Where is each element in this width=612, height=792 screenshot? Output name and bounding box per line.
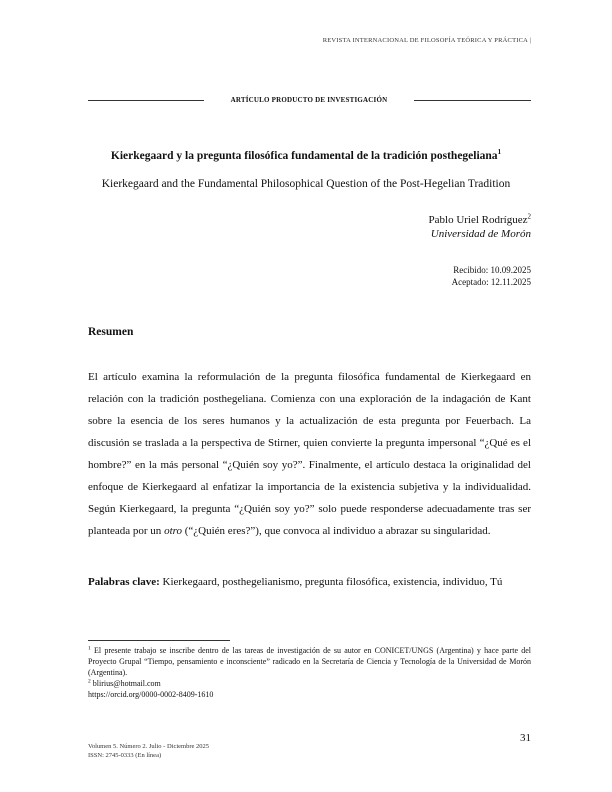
footnotes	[88, 645, 531, 700]
author-email-link[interactable]: blirius@hotmail.com	[92, 679, 161, 688]
author-name: Pablo Uriel Rodríguez	[428, 214, 528, 226]
received-date: Recibido: 10.09.2025	[453, 265, 531, 275]
author-affiliation: Universidad de Morón	[430, 228, 531, 240]
footnote-2	[88, 678, 531, 689]
article-title	[60, 150, 552, 162]
abstract-text-part-2: (“¿Quién eres?”), que convoca al individuo a abrazar su singularidad.	[182, 525, 491, 537]
section-rule-right	[414, 100, 531, 101]
abstract-body	[88, 366, 531, 542]
title-footnote-marker[interactable]: 1	[497, 148, 502, 157]
abstract-italic-word: otro	[164, 525, 182, 537]
journal-header: REVISTA INTERNACIONAL DE FILOSOFÍA TEÓRICA Y PRÁCTICA |	[322, 37, 531, 44]
keywords-values: Kierkegaard, posthegelianismo, pregunta filosófica, existencia, individuo, Tú	[162, 576, 503, 588]
section-label: ARTÍCULO PRODUCTO DE INVESTIGACIÓN	[230, 96, 388, 104]
abstract-text-part-1: El artículo examina la reformulación de la pregunta filosófica fundamental de Kierkegaard en relación con la tradición posthegeliana. Comienza con una exploración de la indagación de Kant sobre la esencia de los seres humanos y la actualización de esta pregunta por Feuerbach. La discusión se traslada a la perspectiva de Stirner, quien convierte la pregunta impersonal “¿Qué es el hombre?” en la más personal “¿Quién soy yo?”. Finalmente, el artículo destaca la originalidad del enfoque de Kierkegaard al enfatizar la importancia de la existencia subjetiva y la individualidad. Según Kierkegaard, la pregunta “¿Quién soy yo?” solo puede responderse adecuadamente tras ser planteada por un	[88, 371, 531, 537]
submission-dates	[452, 264, 531, 288]
keywords	[88, 575, 531, 589]
author-footnote-marker[interactable]: 2	[527, 212, 531, 221]
keywords-label: Palabras clave:	[88, 576, 160, 588]
page-number: 31	[520, 732, 531, 744]
section-rule-left	[88, 100, 204, 101]
article-title-text: Kierkegaard y la pregunta filosófica fundamental de la tradición posthegeliana	[110, 150, 498, 162]
footer-volume: Volumen 5. Número 2. Julio - Diciembre 2025	[88, 743, 210, 750]
author-block	[429, 213, 531, 241]
footnote-1-mark: 1	[88, 645, 91, 652]
footnote-1	[88, 645, 531, 678]
article-subtitle-english: Kierkegaard and the Fundamental Philosophical Question of the Post-Hegelian Tradition	[101, 178, 511, 190]
footnote-2-mark: 2	[88, 678, 91, 685]
footer-issn: ISSN: 2745-0333 (En línea)	[88, 752, 162, 759]
abstract-heading: Resumen	[88, 326, 134, 338]
section-label-row	[88, 94, 531, 106]
orcid-link[interactable]: https://orcid.org/0000-0002-8409-1610	[88, 690, 214, 699]
footnote-separator	[88, 640, 230, 641]
page-footer	[88, 742, 209, 760]
footnote-1-text: El presente trabajo se inscribe dentro de las tareas de investigación de su autor en CONICET/UNGS (Argentina) y hace parte del Proyecto Grupal “Tiempo, pensamiento e inconsciente” radicado en la Secretaría de Ciencia y Tecnología de la Universidad de Morón (Argentina).	[88, 646, 532, 677]
accepted-date: Aceptado: 12.11.2025	[451, 277, 531, 287]
